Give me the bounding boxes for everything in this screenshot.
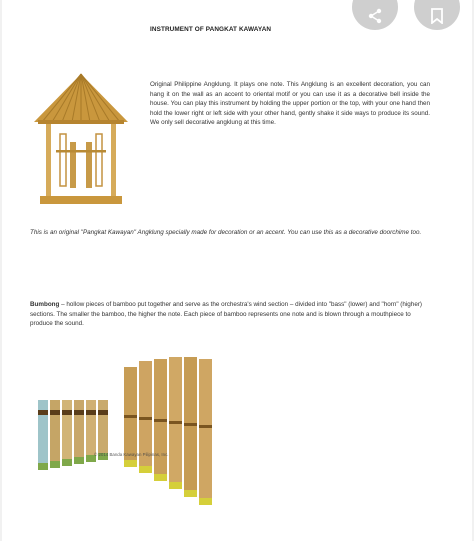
bookmark-button[interactable] (414, 0, 460, 30)
share-button[interactable] (352, 0, 398, 30)
document-title: INSTRUMENT OF PANGKAT KAWAYAN (150, 26, 272, 33)
document-page (2, 0, 472, 541)
share-icon (367, 8, 383, 24)
bumbong-paragraph (30, 300, 425, 329)
bumbong-image (32, 355, 222, 525)
image-watermark: © 2014 Banda Kawayan Pilipinas, Inc. (94, 452, 169, 457)
intro-paragraph: Original Philippine Angklung. It plays one note. This Angklung is an excellent decoration, you can hang it on the wall as an accent to oriental motif or you can use it as a decorative bell inside the house. You can play this instrument by holding the upper portion or the top, with your one hand then hold the lower right or left side with your other hand, gently shake it side ways to produce its sound. We only sell decorative angklung at this time. (150, 81, 430, 127)
bookmark-icon (430, 8, 444, 24)
angklung-image (30, 70, 132, 210)
caption-paragraph: This is an original "Pangkat Kawayan" Angklung specially made for decoration or an accent. You can use this as a decorative doorchime too. (30, 229, 422, 236)
bumbong-term: Bumbong (30, 301, 60, 308)
bumbong-description: – hollow pieces of bamboo put together and serve as the orchestra's wind section – divided into "bass" (lower) and "horn" (higher) sections. The smaller the bamboo, the higher the note. Each piece of bamboo represents one note and is blown through a mouthpiece to produce the sound. (30, 301, 423, 328)
